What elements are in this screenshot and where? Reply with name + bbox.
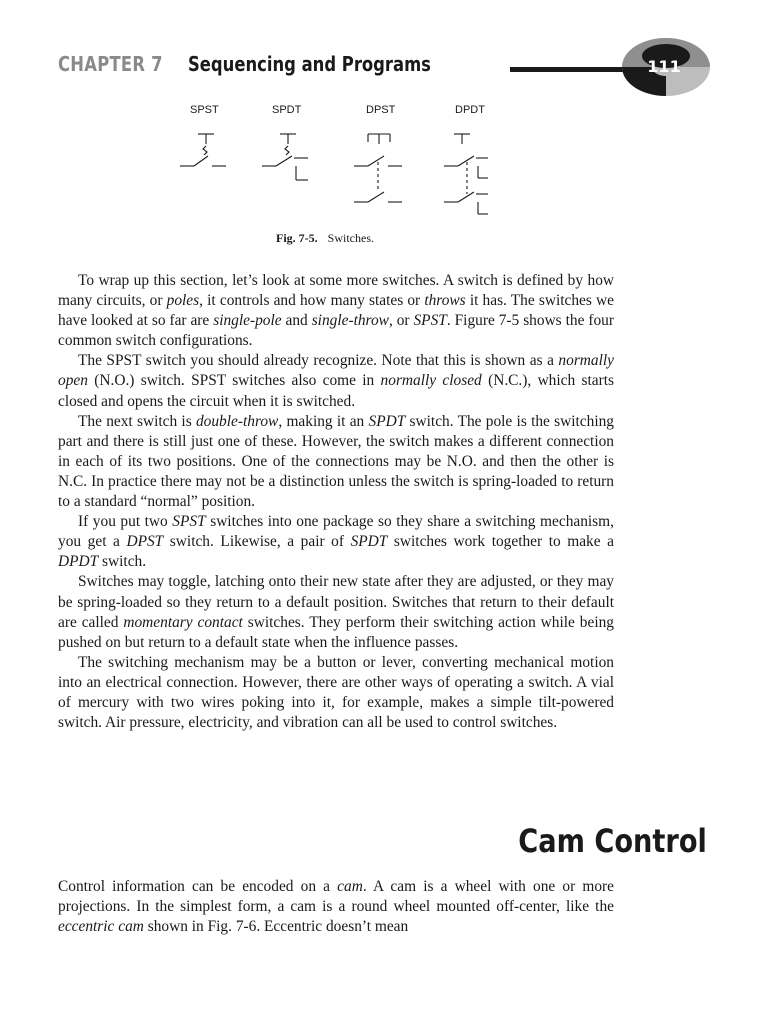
switch-label-dpst: DPST — [366, 104, 396, 116]
text-run: The SPST switch you should already recognize. Note that this is shown as a — [78, 352, 559, 370]
emphasis-text: cam — [337, 878, 363, 895]
paragraph — [58, 412, 614, 512]
text-run: If you put two — [78, 513, 173, 531]
paragraph — [58, 572, 614, 652]
switch-label-spdt: SPDT — [272, 104, 302, 116]
spdt-symbol — [262, 134, 308, 180]
body-text — [58, 271, 614, 733]
paragraph — [58, 877, 614, 937]
emphasis-text: DPDT — [58, 553, 99, 571]
text-run: (N.O.) switch. SPST switches also come in — [87, 372, 381, 390]
emphasis-text: DPST — [126, 533, 164, 551]
paragraph — [58, 512, 614, 572]
switch-label-dpdt: DPDT — [455, 104, 485, 116]
figure-number: Fig. 7-5. — [276, 231, 318, 245]
text-run: switches into one package so they share a switching mechanism, you get a — [58, 513, 614, 551]
text-run: , or — [388, 312, 414, 330]
emphasis-text: SPDT — [368, 412, 406, 430]
chapter-title: Sequencing and Programs — [188, 52, 431, 76]
chapter-label: CHAPTER 7 — [58, 52, 163, 76]
text-run: switch. — [98, 553, 147, 571]
text-run: and — [281, 312, 312, 330]
text-run: The switching mechanism may be a button or lever, converting mechanical motion into an electrical connection. However, there are other ways of operating a switch. A vial of mercury with two wires poking into it, for example, makes a simple tilt-powered switch. Air pressure, electricity, and vibration can all be used to control switches. — [58, 653, 614, 732]
section-heading: Cam Control — [518, 822, 707, 860]
emphasis-text: single-throw — [311, 312, 389, 330]
emphasis-text: SPST — [172, 513, 206, 531]
text-run: Switches may toggle, latching onto their new state after they are adjusted, or they may be spring-loaded so they return to a default position. Switches that return to their default are called — [58, 573, 614, 631]
text-run: switches. They perform their switching action while being pushed on but return to a default state when the influence passes. — [58, 613, 614, 651]
paragraph — [58, 653, 614, 733]
emphasis-text: single-pole — [213, 312, 282, 330]
switch-label-spst: SPST — [190, 104, 219, 116]
figure-caption — [276, 231, 374, 246]
text-run: switches work together to make a — [387, 533, 614, 551]
text-run: Control information can be encoded on a — [58, 878, 338, 895]
text-run: To wrap up this section, let’s look at some more switches. A switch is defined by how many circuits, or — [58, 272, 614, 310]
emphasis-text: eccentric cam — [58, 918, 144, 936]
text-run: The next switch is — [78, 412, 196, 430]
switches-figure — [170, 104, 510, 224]
emphasis-text: momentary contact — [123, 613, 243, 631]
emphasis-text: SPST — [413, 312, 447, 330]
text-run: switch. Likewise, a pair of — [163, 533, 351, 551]
text-run: (N.C.), which starts closed and opens the circuit when it is switched. — [58, 372, 614, 410]
switch-diagrams — [170, 122, 510, 222]
text-run: shown in Fig. 7-6. Eccentric doesn’t mean — [143, 918, 409, 936]
paragraph — [58, 271, 614, 351]
emphasis-text: double-throw — [195, 412, 279, 430]
dpdt-symbol — [444, 134, 488, 214]
text-run: . Figure 7-5 shows the four common switch configurations. — [58, 312, 614, 350]
text-run: it has. The switches we have looked at so far are — [58, 292, 614, 330]
text-run: , making it an — [278, 412, 369, 430]
text-run: . A cam is a wheel with one or more projections. In the simplest form, a cam is a round wheel mounted off-center, like the — [58, 878, 614, 916]
emphasis-text: normally closed — [380, 372, 482, 390]
dpst-symbol — [354, 134, 402, 202]
text-run: , it controls and how many states or — [199, 292, 425, 310]
spst-symbol — [180, 134, 226, 166]
figure-caption-text: Switches. — [327, 231, 375, 245]
emphasis-text: poles — [166, 292, 200, 310]
emphasis-text: normally open — [58, 352, 614, 390]
emphasis-text: SPDT — [350, 533, 388, 551]
section-body-text — [58, 877, 614, 937]
page-header — [58, 50, 708, 84]
text-run: switch. The pole is the switching part and there is still just one of these. However, the switch makes a different connection in each of its two positions. One of the connections may be N.O. and then the other is N.C. In practice there may not be a distinction unless the switch is spring-loaded to return to a standard “normal” position. — [58, 412, 614, 511]
emphasis-text: throws — [424, 292, 466, 310]
page-number: 111 — [647, 57, 681, 76]
paragraph — [58, 351, 614, 411]
